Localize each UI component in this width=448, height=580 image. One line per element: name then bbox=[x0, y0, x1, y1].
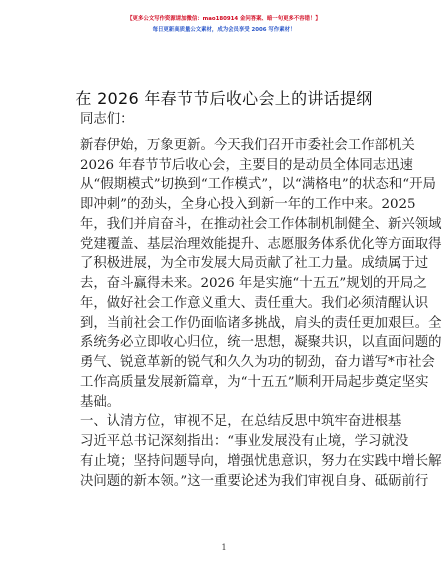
body-line: 2026 年春节节后收心会，主要目的是动员全体同志迅速 bbox=[80, 157, 413, 173]
document-title: 在 2026 年春节节后收心会上的讲话提纲 bbox=[75, 89, 373, 108]
body-line: 党建覆盖、基层治理效能提升、志愿服务体系优化等方面取得 bbox=[80, 236, 442, 252]
body-line: 有止境；坚持问题导向，增强忧患意识，努力在实践中增长解 bbox=[80, 453, 442, 469]
body-line: 到，当前社会工作仍面临诸多挑战，肩头的责任更加艰巨。全 bbox=[80, 315, 442, 331]
body-line: 系统务必立即收心归位，统一思想，凝聚共识，以直面问题的 bbox=[80, 335, 442, 351]
body-line: 年，做好社会工作意义重大、责任重大。我们必须清醒认识 bbox=[80, 295, 429, 311]
body-line: 即冲刺”的劲头，全身心投入到新一年的工作中来。2025 bbox=[80, 197, 416, 212]
body-line: 去，奋斗赢得未来。2026 年是实施“十五五”规划的开局之 bbox=[80, 276, 427, 291]
body-line: 基础。 bbox=[80, 394, 121, 410]
body-line: 勇气、锐意革新的锐气和久久为功的韧劲，奋力谱写*市社会 bbox=[80, 355, 435, 370]
body-line: 年，我们并肩奋斗，在推动社会工作体制机制健全、新兴领域 bbox=[80, 216, 442, 232]
page-number: 1 bbox=[221, 543, 227, 552]
body-line: 习近平总书记深刻指出：“事业发展没有止境，学习就没 bbox=[80, 434, 409, 449]
body-line: 新春伊始，万象更新。今天我们召开市委社会工作部机关 bbox=[80, 137, 415, 153]
body-line: 同志们： bbox=[80, 112, 134, 127]
promo-banner-line-1: 【更多公文写作资源请加微信：mao180914 金问答案、暗一句更多不容错！】 bbox=[127, 16, 321, 22]
promo-banner-line-2: 每日更新高质量公文素材，成为会员享受 2006 写作素材！ bbox=[152, 27, 296, 33]
section-heading: 一、认清方位，审视不足，在总结反思中筑牢奋进根基 bbox=[80, 414, 402, 430]
body-line: 从“假期模式”切换到“工作模式”，以“满格电”的状态和“开局 bbox=[80, 177, 436, 193]
body-line: 决问题的新本领。”这一重要论述为我们审视自身、砥砺前行 bbox=[80, 473, 429, 489]
body-line: 工作高质量发展新篇章，为“十五五”顺利开局起步奠定坚实 bbox=[80, 374, 429, 390]
document-body bbox=[80, 110, 442, 491]
promo-banner bbox=[0, 14, 448, 36]
body-line: 了积极进展，为全市发展大局贡献了社工力量。成绩属于过 bbox=[80, 256, 429, 272]
